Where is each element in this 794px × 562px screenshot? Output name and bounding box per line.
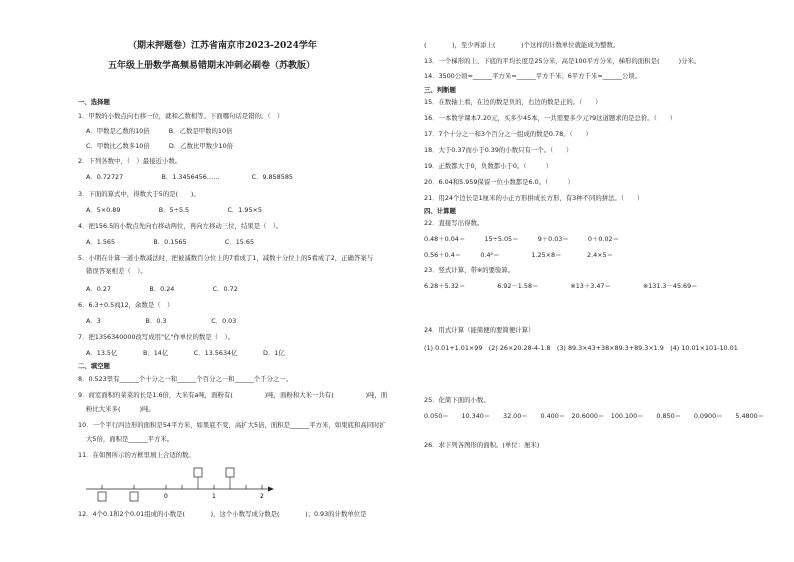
answer-box-2 xyxy=(130,492,138,501)
question-5-line-2: 错误答案相差（ ）。 xyxy=(86,267,147,275)
question-6: 6．6.3÷0.5商12，余数是（ ） xyxy=(78,301,174,309)
answer-box-4 xyxy=(226,468,234,477)
section-fill: 二、填空题 xyxy=(78,362,110,370)
question-1-options-1: A．甲数是乙数的10倍 B．乙数是甲数的10倍 xyxy=(86,127,233,135)
question-22-row-1: 0.48＋0.04＝ 15÷5.05＝ 9＋0.03＝ 0＋0.02＝ xyxy=(424,235,620,243)
answer-box-1 xyxy=(98,492,106,501)
question-21: 21．用24个边长是1厘米的小正方形拼成长方形，有3种不同的拼法。（ ） xyxy=(424,194,644,202)
question-17: 17．7个十分之一和3个百分之一组成的数是0.78。（ ） xyxy=(424,130,592,138)
question-12: 12．4个0.1和2个0.01组成的小数是( )，这个小数写成分数是( )；0.93的计数单位是 xyxy=(78,510,367,518)
question-24: 24．用式计算（能简便的要简便计算） xyxy=(424,326,535,334)
question-6-options: A．3 B．0.3 C．0.03 xyxy=(86,317,237,325)
question-3: 3．下面的算式中，得数大于5的是( )。 xyxy=(78,190,200,198)
section-calc: 四、计算题 xyxy=(424,207,456,215)
number-line-figure xyxy=(78,460,278,506)
answer-box-3 xyxy=(194,468,202,477)
number-line-label-1: 1 xyxy=(212,493,216,500)
question-26: 26．求下列各图形的面积。(单位：厘米) xyxy=(424,441,540,449)
question-9-line-2: 粉比大米多( )吨。 xyxy=(86,405,155,413)
question-16: 16．一本数学课本7.20元，买多少45本，一共需要多少元?9这道题求的是总价。（ ） xyxy=(424,114,677,122)
question-8: 8．0.523里有______个十分之一和______个百分之一和______个千分之一。 xyxy=(78,375,293,383)
question-1: 1．甲数的小数点向右移一位，就和乙数相等。下面哪句话是错的。（ ） xyxy=(78,112,284,120)
question-25: 25．化简下面的小数。 xyxy=(424,396,490,404)
question-19: 19．正数都大于0，负数都小于0。（ ） xyxy=(424,162,553,170)
question-7: 7．把1356340000改写成用"亿"作单位的数是（ ）。 xyxy=(78,333,235,341)
number-line-label-2: 2 xyxy=(260,493,264,500)
section-judge: 三、判断题 xyxy=(424,86,456,94)
question-23: 23．竖式计算，带※的要验算。 xyxy=(424,266,515,274)
question-12-continued: ( )，至少再添上( )个这样的计数单位就能成为整数。 xyxy=(424,41,620,49)
question-4: 4．把156.5的小数点先向右移动两位，再向左移动三位，结果是（ ）。 xyxy=(78,222,283,230)
question-22-row-2: 0.56＋0.4＝ 0.4²＝ 1.25×8＝ 2.4×5＝ xyxy=(424,251,613,259)
title-line-1: （期末押题卷）江苏省南京市2023-2024学年 xyxy=(128,41,317,51)
number-line-ticks xyxy=(102,485,262,489)
question-14: 14．3500公顷=______平方米=______平方千米；6平方千米=______公顷。 xyxy=(424,72,642,80)
question-5-line-1: 5．小明在计算一道小数减法时，把被减数百分位上的7看成了1，减数十分位上的5看成了2，正确答案与 xyxy=(78,254,374,262)
question-5-options: A．0.27 B．0.24 C．0.72 xyxy=(86,285,238,293)
question-22: 22．直接写出得数。 xyxy=(424,219,484,227)
question-7-options: A．13.5亿 B．14亿 C．13.5634亿 D．1亿 xyxy=(86,349,285,357)
question-20: 20．6.04和5.959保留一位小数都是6.0。（ ） xyxy=(424,178,574,186)
left-column xyxy=(78,0,418,562)
question-15: 15．在数轴上看，在边的数是负的，右边的数是正的。（ ） xyxy=(424,98,602,106)
question-24-row: (1) 0.01+1.01×99 (2) 26×20.28-4-1.8 (3) 89.3×43+38×89.3+89.3×1.9 (4) 10.01×101-10.01 xyxy=(424,344,738,352)
question-2-options: A．0.72727 B．1.3456456…… C．9.858585 xyxy=(86,173,293,181)
right-column xyxy=(424,0,764,562)
section-choice: 一、选择题 xyxy=(78,98,110,106)
title-line-2: 五年级上册数学高频易错期末冲刺必刷卷（苏教版） xyxy=(108,61,316,71)
question-13: 13．一个梯形的上、下底的平均长度是25分米，高是100平方分米，梯形的面积是( )分米。 xyxy=(424,57,701,65)
question-18: 18．大于0.37而小于0.39的小数只有一个。（ ） xyxy=(424,146,573,154)
question-9-line-1: 9．商室面积的菜菜的长是1.6倍，大米有a吨，面粉有( )吨，面粉和大米一共有( )吨，面 xyxy=(78,391,388,399)
question-11: 11．在如图所示的方框里填上合适的数。 xyxy=(78,451,195,459)
question-10-line-1: 10．一个平行四边形的面积是54平方米，如果底不变，高扩大5倍，面积是______平方米，如果底和高同时扩 xyxy=(78,421,386,429)
question-4-options: A．1.565 B．0.1565 C．15.65 xyxy=(86,238,255,246)
number-line-label-0: 0 xyxy=(164,493,168,500)
question-2: 2．下列各数中，（ ）最接近小数。 xyxy=(78,157,182,165)
question-25-row: 0.050＝ 10.340＝ 32.00＝ 0.400＝ 20.6000＝ 100.100＝ 0.850＝ 0.0900＝ 5.4800＝ xyxy=(424,412,765,420)
number-line-arrow xyxy=(268,487,274,492)
question-1-options-2: C．甲数比乙数多10倍 D．乙数比甲数少10倍 xyxy=(86,142,234,150)
question-10-line-2: 大5倍，面积是______平方米。 xyxy=(86,435,174,443)
question-3-options: A．5×0.89 B．5÷5.5 C．1.95×5 xyxy=(86,206,262,214)
question-23-row: 6.28＋5.32＝ 6.92－1.58＝ ※13＋3.47＝ ※131.3－45.69＝ xyxy=(424,282,698,290)
